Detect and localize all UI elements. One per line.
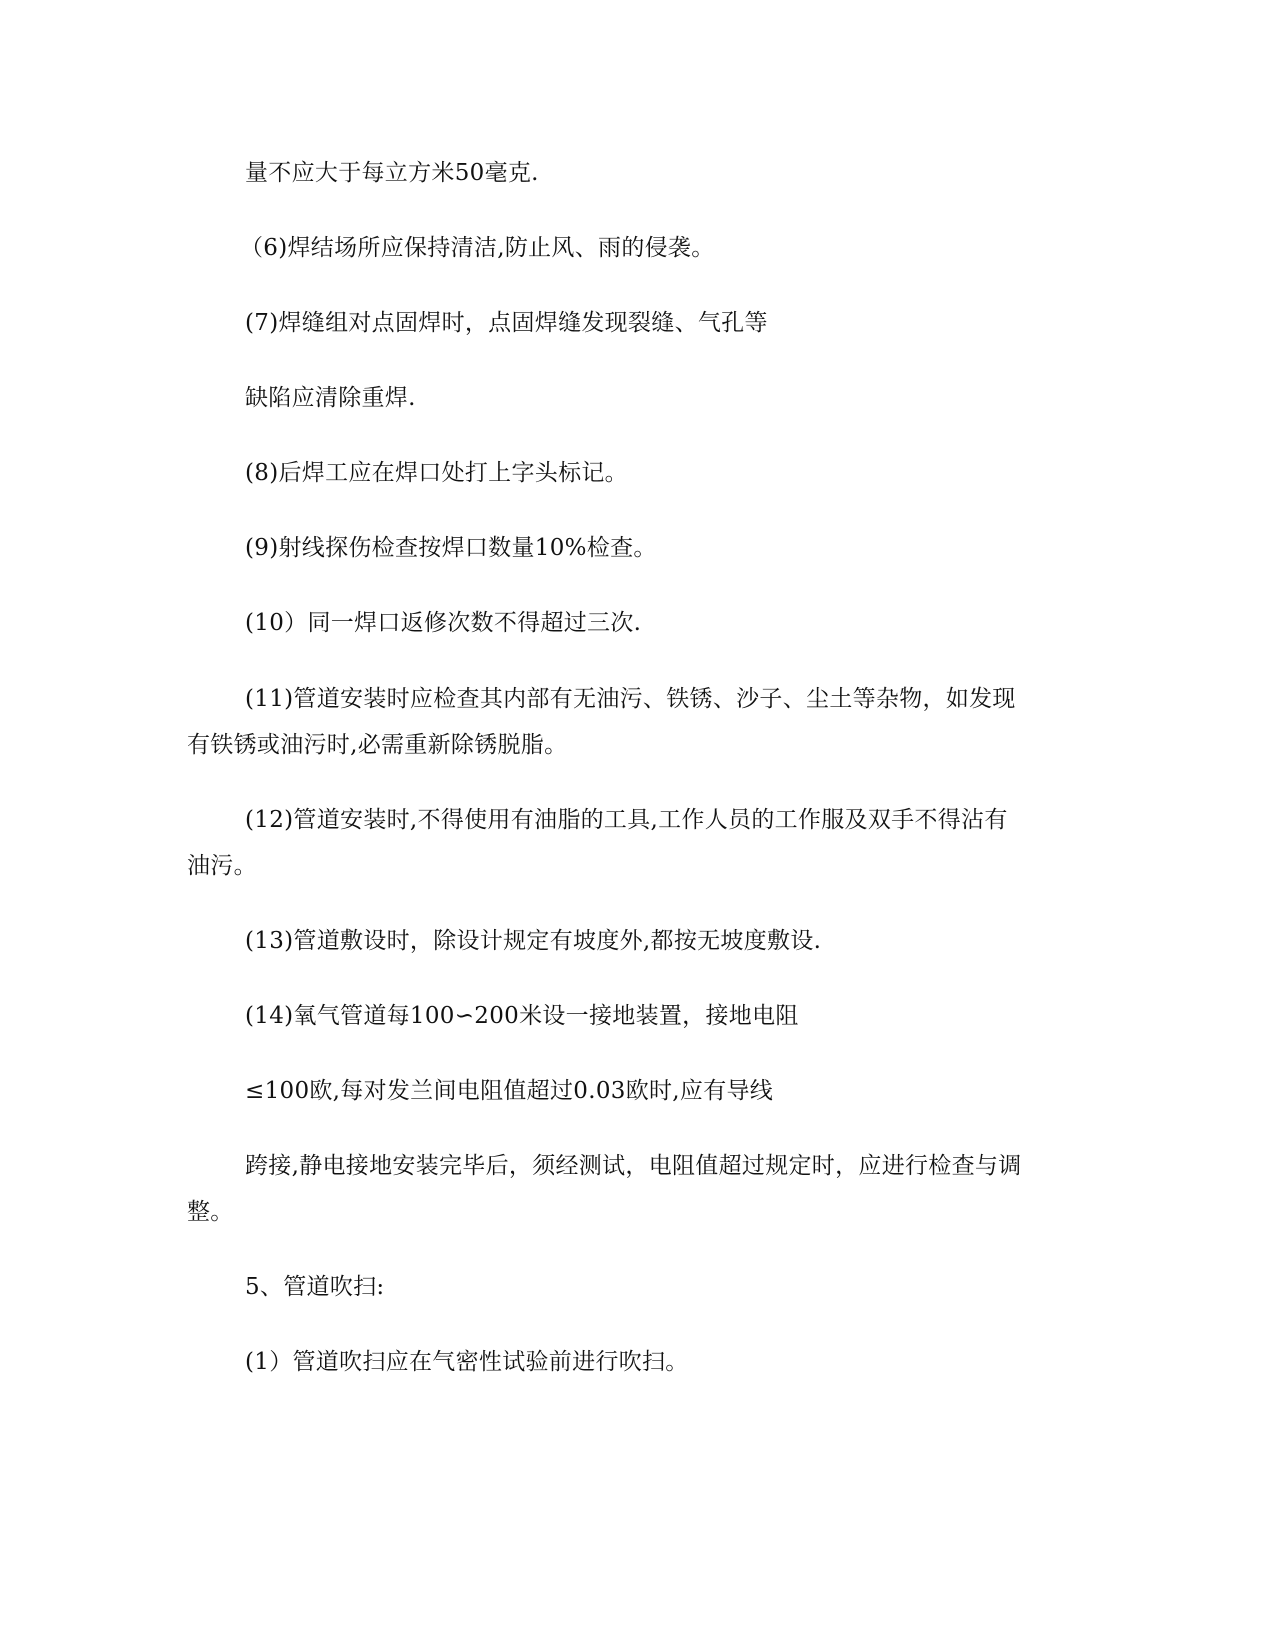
- text-line: 有铁锈或油污时,必需重新除锈脱脂。: [187, 732, 568, 758]
- text-line: (8)后焊工应在焊口处打上字头标记。: [245, 460, 628, 486]
- text-line: 量不应大于每立方米50毫克.: [245, 160, 539, 186]
- text-line: 整。: [187, 1199, 234, 1225]
- section-heading: 5、管道吹扫:: [245, 1274, 385, 1300]
- text-line: ≤100欧,每对发兰间电阻值超过0.03欧时,应有导线: [245, 1078, 774, 1104]
- text-line: (11)管道安装时应检查其内部有无油污、铁锈、沙子、尘土等杂物，如发现: [245, 686, 1016, 712]
- text-line: (13)管道敷设时，除设计规定有坡度外,都按无坡度敷设.: [245, 928, 822, 954]
- text-line: (7)焊缝组对点固焊时，点固焊缝发现裂缝、气孔等: [245, 310, 768, 336]
- text-line: 缺陷应清除重焊.: [245, 385, 416, 411]
- text-line: (1）管道吹扫应在气密性试验前进行吹扫。: [245, 1349, 689, 1375]
- text-line: 油污。: [187, 853, 257, 879]
- text-line: (12)管道安装时,不得使用有油脂的工具,工作人员的工作服及双手不得沾有: [245, 807, 1008, 833]
- text-line: 跨接,静电接地安装完毕后，须经测试，电阻值超过规定时，应进行检查与调: [245, 1153, 1022, 1179]
- text-line: (9)射线探伤检查按焊口数量10%检查。: [245, 535, 657, 561]
- text-line: （6)焊结场所应保持清洁,防止风、雨的侵袭。: [240, 235, 715, 261]
- text-line: (14)氧气管道每100∽200米设一接地装置，接地电阻: [245, 1003, 799, 1029]
- text-line: (10）同一焊口返修次数不得超过三次.: [245, 610, 642, 636]
